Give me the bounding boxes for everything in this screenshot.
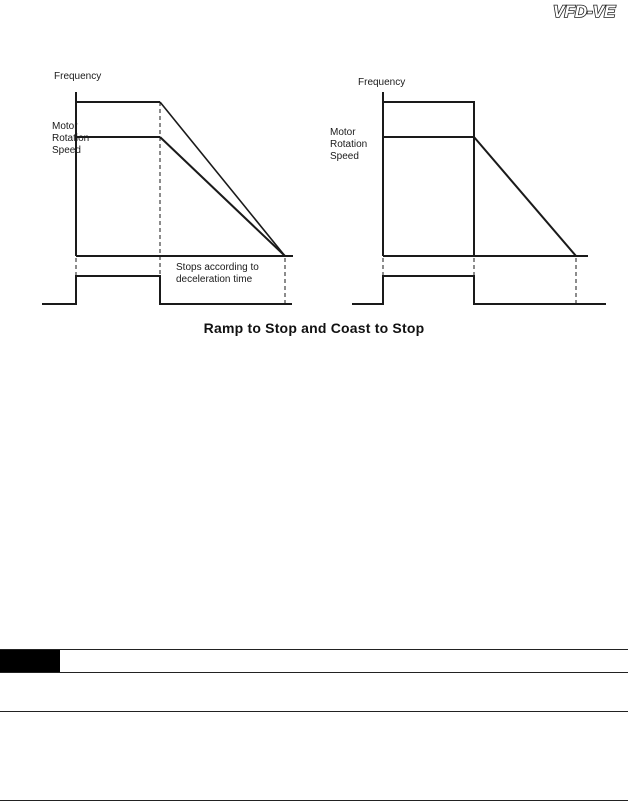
right-speed-label-line3: Speed xyxy=(330,151,359,162)
right-y-axis-label: Frequency xyxy=(358,77,406,88)
left-run-command-pulse xyxy=(42,276,292,304)
left-speed-ramp xyxy=(160,137,285,256)
table-row-rule xyxy=(0,711,628,712)
right-run-command-pulse xyxy=(352,276,606,304)
left-frequency-ramp xyxy=(160,102,285,256)
right-speed-coast xyxy=(474,137,576,256)
left-speed-label-line1: Motor xyxy=(52,121,78,132)
parameter-tab xyxy=(0,650,60,672)
table-bottom-rule xyxy=(0,800,628,801)
left-annotation-line1: Stops according to xyxy=(176,262,259,273)
stop-method-diagram xyxy=(0,0,628,340)
figure-caption: Ramp to Stop and Coast to Stop xyxy=(203,320,425,336)
right-speed-label-line2: Rotation xyxy=(330,139,368,150)
right-diagram xyxy=(352,92,606,304)
left-speed-label-line2: Rotation xyxy=(52,133,90,144)
logo-text: VFD-VE xyxy=(553,2,616,20)
table-header-rule xyxy=(0,672,628,673)
table-top-rule xyxy=(0,649,628,650)
left-y-axis-label: Frequency xyxy=(54,71,102,82)
right-frequency-curve xyxy=(383,102,474,256)
left-annotation-line2: deceleration time xyxy=(176,274,253,285)
left-speed-label-line3: Speed xyxy=(52,145,81,156)
right-speed-label-line1: Motor xyxy=(330,127,356,138)
